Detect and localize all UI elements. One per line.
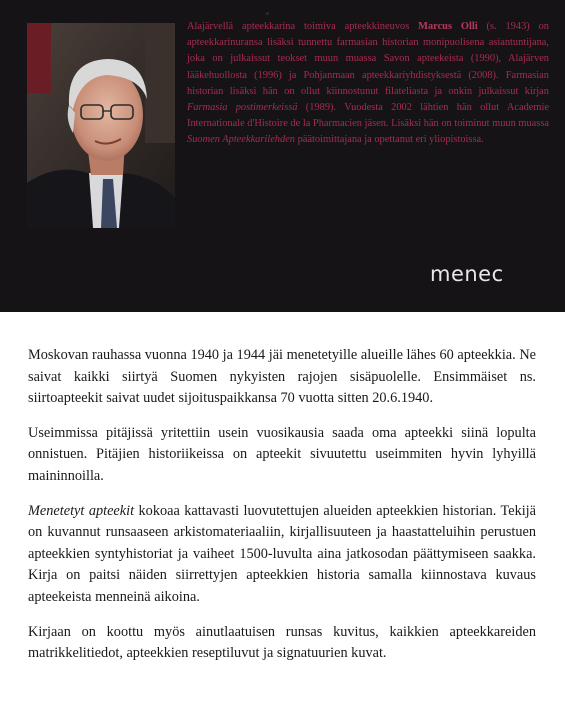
blurb-paragraph-1: Moskovan rauhassa vuonna 1940 ja 1944 jäi menetetyille alueille lähes 60 apteekkia. Ne saivat kaikki siirtyä Suomen nykyisten rajojen sisäpuolelle. Ensimmäiset ns. siirtoapteekit saivat uudet sijoituspaikkansa 70 vuotta sitten 20.6.1940.	[28, 347, 536, 407]
bio-text-1: Alajärvellä apteekkarina toimiva apteekkineuvos	[187, 21, 419, 32]
bio-text-4: päätoimittajana ja opettanut eri yliopistoissa.	[295, 134, 484, 146]
blurb-paragraph-4: Kirjaan on koottu myös ainutlaatuisen runsas kuvitus, kaikkien apteekkareiden matrikkelitiedot, apteekkien reseptiluvut ja signatuurien kuvat.	[28, 623, 536, 662]
blurb-paragraph-3-text: kokoaa kattavasti luovutettujen alueiden apteekkien historian. Tekijä on kuvannut runsaaseen arkistomateriaaliin, kirjallisuuteen ja haastatteluihin perustuen apteekkien syntyhistoriat ja vaiheet 1500-luvulta aina jatkosodan päättymiseen saakka. Kirja on paitsi näiden siirrettyjen apteekkien historia samalla kiinnostava kuvaus apteekeista menneinä aikoina.	[28, 502, 537, 605]
book-title: Menetetyt apteekit	[28, 502, 135, 519]
publisher-logo: menec	[430, 262, 504, 286]
author-bio	[187, 19, 549, 149]
author-name: Marcus Olli	[418, 21, 478, 32]
book-blurb	[28, 345, 536, 678]
author-portrait	[27, 23, 175, 228]
blurb-paragraph-2: Useimmissa pitäjissä yritettiin usein vuosikausia saada oma apteekki siinä lopulta onnistuen. Pitäjien historiikeissa on apteekit sivuutettu useimmiten hyvin lyhyillä maininnoilla.	[28, 424, 536, 484]
bio-text-3: (1989). Vuodesta 2002 lähtien hän ollut Academie Internationale d'Histoire de la Pharmacien jäsen. Lisäksi hän on toiminut muun muassa	[187, 102, 549, 130]
blurb-paragraph-3	[28, 501, 536, 609]
journal-title: Suomen Apteekkarilehden	[187, 134, 296, 146]
bio-text-2: (s. 1943) on apteekkarinuransa lisäksi tunnettu farmasian historian monipuolisena asiantuntijana, joka on julkaissut teokset muun muassa Savon apteekeista (1990), Alajärven lääkehuollosta (1996) ja Pohjanmaan apteekkariyhdistyksestä (2008). Farmasian historian lisäksi hän on ollut kiinnostunut filateliasta ja onkin julkaissut kirjan	[187, 21, 550, 97]
book-title-farmasia: Farmasia postimerkeissä	[187, 102, 298, 114]
decorative-dot	[266, 12, 269, 15]
